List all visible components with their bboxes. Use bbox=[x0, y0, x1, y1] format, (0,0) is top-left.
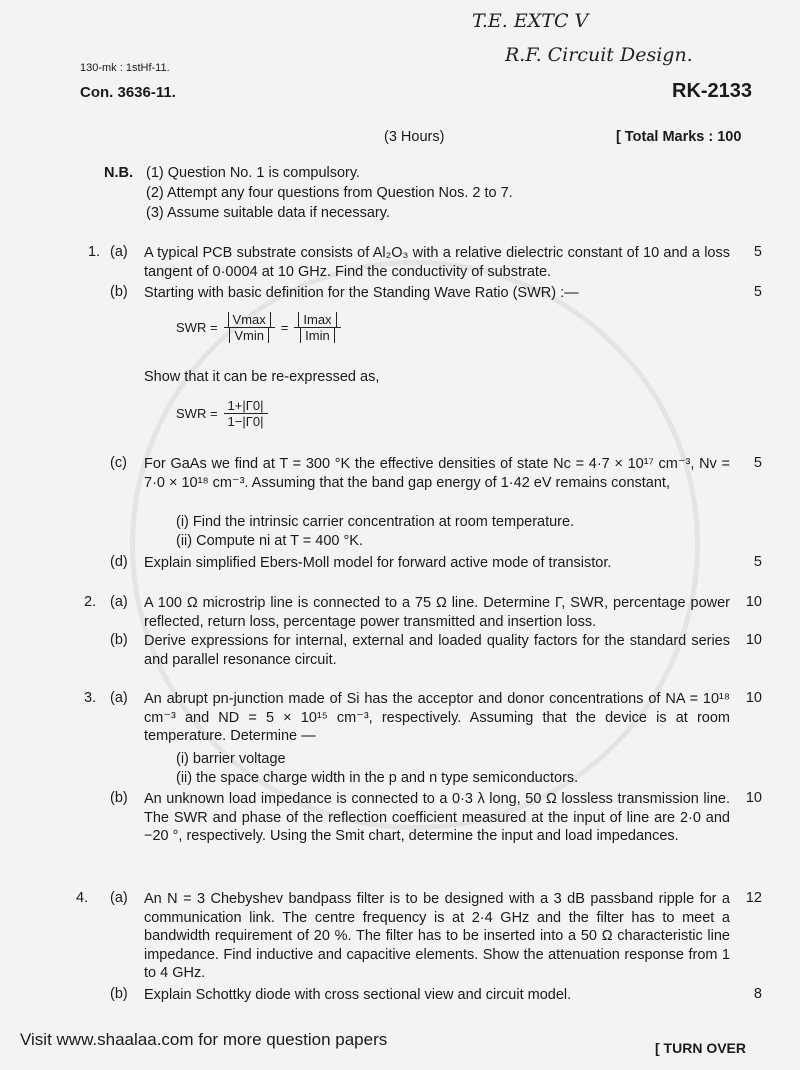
q2b-text: Derive expressions for internal, external and loaded quality factors for the standard series and parallel resonance circuit. bbox=[144, 633, 730, 668]
q1c-i: (i) Find the intrinsic carrier concentration at room temperature. bbox=[176, 514, 575, 530]
nb-item-1: (1) Question No. 1 is compulsory. bbox=[146, 165, 361, 181]
q2b-label: (b) bbox=[110, 632, 128, 648]
q1a-text: A typical PCB substrate consists of Al₂O₃ with a relative dielectric constant of 10 and a loss tangent of 0·0004 at 10 GHz. Find the conductivity of substrate. bbox=[144, 245, 730, 280]
handwritten-course: T.E. EXTC V bbox=[472, 10, 589, 32]
q3a-text: An abrupt pn-junction made of Si has the acceptor and donor concentrations of NA = 10¹⁸ cm⁻³ and ND = 5 × 10¹⁵ cm⁻³, respectively. Assuming that the device is at room temperature. Determine — bbox=[144, 691, 730, 744]
q1d-marks: 5 bbox=[753, 554, 762, 570]
handwritten-subject: R.F. Circuit Design. bbox=[505, 44, 693, 66]
q2a-marks: 10 bbox=[745, 594, 762, 610]
imin: Imin bbox=[300, 328, 335, 343]
q4b-text: Explain Schottky diode with cross sectional view and circuit model. bbox=[144, 987, 572, 1003]
q1d-text: Explain simplified Ebers-Moll model for forward active mode of transistor. bbox=[144, 555, 612, 571]
duration: (3 Hours) bbox=[384, 129, 445, 145]
q2-number: 2. bbox=[84, 594, 97, 610]
nb-item-3: (3) Assume suitable data if necessary. bbox=[146, 205, 390, 221]
q3a-marks: 10 bbox=[745, 690, 762, 706]
q1a-label: (a) bbox=[110, 244, 128, 260]
q1c-marks: 5 bbox=[753, 455, 762, 471]
q3a-label: (a) bbox=[110, 690, 128, 706]
q2b-marks: 10 bbox=[745, 632, 762, 648]
q1b-label: (b) bbox=[110, 284, 128, 300]
swr-lhs-2: SWR = bbox=[176, 406, 218, 421]
q1c-label: (c) bbox=[110, 455, 127, 471]
q3b-text: An unknown load impedance is connected to a 0·3 λ long, 50 Ω lossless transmission line. The SWR and phase of the reflection coefficient measured at the input of line are 2·0 and −20 °, respectively. Using the Smit chart, determine the input and load impedances. bbox=[144, 791, 730, 844]
q1d-label: (d) bbox=[110, 554, 128, 570]
q3b-label: (b) bbox=[110, 790, 128, 806]
con-number: Con. 3636-11. bbox=[80, 84, 176, 101]
q3-number: 3. bbox=[84, 690, 97, 706]
voltage-ratio bbox=[224, 312, 275, 343]
q2a-label: (a) bbox=[110, 594, 128, 610]
q1b-text: Starting with basic definition for the Standing Wave Ratio (SWR) :— bbox=[144, 285, 579, 301]
q1-number: 1. bbox=[88, 244, 101, 260]
q4-number: 4. bbox=[76, 890, 89, 906]
q4a-text: An N = 3 Chebyshev bandpass filter is to be designed with a 3 dB passband ripple for a communication link. The centre frequency is at 2·4 GHz and the filter has to meet a bandwidth requirement of 20 %. The filter has to be inserted into a 50 Ω characteristic line impedance. Find inductive and capacitive elements. Show the attenuation response from 1 to 4 GHz. bbox=[144, 891, 730, 981]
nb-label: N.B. bbox=[104, 165, 133, 181]
q3a-ii: (ii) the space charge width in the p and n type semiconductors. bbox=[176, 770, 579, 786]
nb-item-2: (2) Attempt any four questions from Question Nos. 2 to 7. bbox=[146, 185, 513, 201]
paper-code-line: 130-mk : 1stHf-11. bbox=[80, 62, 170, 74]
q1a-marks: 5 bbox=[753, 244, 762, 260]
turn-over: [ TURN OVER bbox=[655, 1040, 746, 1056]
swr-lhs: SWR = bbox=[176, 320, 218, 335]
swr-definition-eq bbox=[176, 312, 341, 343]
swr-gamma-eq bbox=[176, 398, 268, 429]
q1b-marks: 5 bbox=[753, 284, 762, 300]
vmax: Vmax bbox=[228, 312, 271, 327]
current-ratio bbox=[294, 312, 340, 343]
footer-visit-link[interactable]: Visit www.shaalaa.com for more question papers bbox=[20, 1030, 388, 1049]
q4a-marks: 12 bbox=[745, 890, 762, 906]
rk-code: RK-2133 bbox=[672, 80, 753, 102]
q3a-i: (i) barrier voltage bbox=[176, 751, 286, 767]
gamma-ratio bbox=[224, 398, 268, 429]
q1b-mid-text: Show that it can be re-expressed as, bbox=[144, 369, 380, 385]
gamma-denominator: 1−|Γ0| bbox=[227, 414, 264, 429]
q4b-label: (b) bbox=[110, 986, 128, 1002]
q2a-text: A 100 Ω microstrip line is connected to a 75 Ω line. Determine Γ, SWR, percentage power reflected, return loss, percentage power transmitted and insertion loss. bbox=[144, 595, 730, 630]
total-marks: [ Total Marks : 100 bbox=[616, 129, 742, 145]
q1c-text: For GaAs we find at T = 300 °K the effective densities of state Nc = 4·7 × 10¹⁷ cm⁻³, Nv = 7·0 × 10¹⁸ cm⁻³. Assuming that the band gap energy of 1·42 eV remains constant, bbox=[144, 456, 730, 491]
equals-sign: = bbox=[280, 320, 289, 335]
q4b-marks: 8 bbox=[753, 986, 762, 1002]
q4a-label: (a) bbox=[110, 890, 128, 906]
imax: Imax bbox=[298, 312, 336, 327]
gamma-numerator: 1+|Γ0| bbox=[224, 398, 268, 414]
q3b-marks: 10 bbox=[745, 790, 762, 806]
q1c-ii: (ii) Compute ni at T = 400 °K. bbox=[176, 533, 364, 549]
vmin: Vmin bbox=[229, 328, 269, 343]
